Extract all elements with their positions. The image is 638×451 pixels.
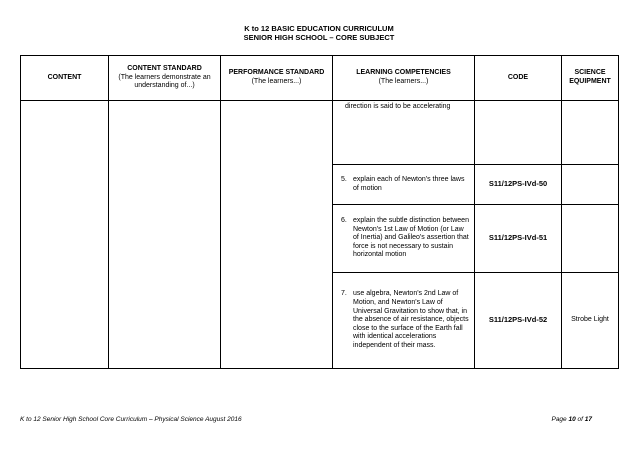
equipment-cell: [562, 205, 619, 273]
header-line-1: K to 12 BASIC EDUCATION CURRICULUM: [244, 24, 394, 33]
code-cell: S11/12PS-IVd-51: [475, 205, 562, 273]
header-code: CODE: [475, 56, 562, 101]
competency-item-6: [333, 205, 475, 273]
footer-page-number: Page 10 of 17: [551, 416, 592, 423]
header-learning-competencies: [333, 56, 475, 101]
equipment-cell: [562, 165, 619, 205]
document-header: [0, 24, 638, 42]
competency-continued: direction is said to be accelerating: [333, 101, 475, 165]
equipment-cell: [562, 101, 619, 165]
competency-number: 5.: [341, 175, 347, 183]
content-cell: [21, 101, 109, 369]
performance-standard-cell: [221, 101, 333, 369]
competency-text: explain the subtle distinction between Newton's 1st Law of Motion (or Law of Inertia) and Galileo's assertion that force is not necessary to sustain horizontal motion: [353, 217, 469, 259]
header-learning-competencies-sub: (The learners...): [378, 78, 429, 85]
competency-text: use algebra, Newton's 2nd Law of Motion, and Newton's Law of Universal Gravitation to show that, in the absence of air resistance, objects close to the surface of the Earth fall with identical accelerations independent of their mass.: [353, 290, 469, 349]
competency-item-7: [333, 273, 475, 369]
curriculum-table: [20, 55, 619, 369]
header-content-standard-sub: (The learners demonstrate an understanding of...): [118, 73, 211, 90]
footer-document-title: K to 12 Senior High School Core Curriculum – Physical Science August 2016: [20, 416, 242, 423]
competency-number: 6.: [341, 217, 347, 225]
content-standard-cell: [109, 101, 221, 369]
header-content-standard-title: CONTENT STANDARD: [127, 65, 202, 73]
competency-number: 7.: [341, 290, 347, 298]
header-performance-standard: [221, 56, 333, 101]
table-header-row: [21, 56, 619, 101]
header-content-standard: [109, 56, 221, 101]
equipment-cell: Strobe Light: [562, 273, 619, 369]
code-cell: S11/12PS-IVd-52: [475, 273, 562, 369]
header-performance-standard-title: PERFORMANCE STANDARD: [228, 69, 325, 77]
code-cell: [475, 101, 562, 165]
header-line-2: SENIOR HIGH SCHOOL – CORE SUBJECT: [243, 33, 395, 42]
header-performance-standard-sub: (The learners...): [251, 78, 302, 85]
header-learning-competencies-title: LEARNING COMPETENCIES: [356, 69, 451, 77]
header-content: CONTENT: [21, 56, 109, 101]
competency-text: explain each of Newton's three laws of motion: [353, 175, 465, 192]
header-science-equipment: SCIENCE EQUIPMENT: [562, 56, 619, 101]
code-cell: S11/12PS-IVd-50: [475, 165, 562, 205]
competency-item-5: [333, 165, 475, 205]
table-row: [21, 101, 619, 165]
